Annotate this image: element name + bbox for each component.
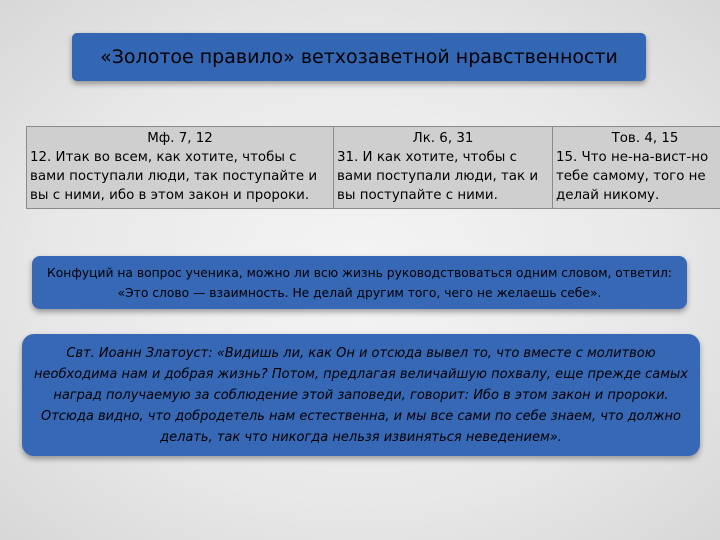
table-row bbox=[27, 127, 720, 209]
reference-tobit: Тов. 4, 15 bbox=[611, 131, 679, 146]
verse-matthew: 12. Итак во всем, как хотите, чтобы с вами поступали люди, так поступайте и вы с ними, ибо в этом закон и пророки. bbox=[30, 150, 318, 203]
page-title: «Золотое правило» ветхозаветной нравственности bbox=[100, 46, 618, 68]
confucius-intro: Конфуций на вопрос ученика, можно ли всю жизнь руководствоваться одним словом, ответил: bbox=[47, 265, 672, 280]
verse-luke: 31. И как хотите, чтобы с вами поступали люди, так и вы поступайте с ними. bbox=[337, 150, 539, 203]
confucius-quote-box bbox=[32, 256, 687, 309]
table-cell-matthew bbox=[27, 127, 334, 209]
reference-matthew: Мф. 7, 12 bbox=[147, 131, 213, 146]
chrysostom-quote-box bbox=[22, 334, 700, 456]
verses-table bbox=[26, 126, 720, 209]
table-cell-tobit bbox=[553, 127, 720, 209]
reference-luke: Лк. 6, 31 bbox=[412, 131, 474, 146]
title-banner bbox=[72, 33, 646, 81]
table-cell-luke bbox=[334, 127, 553, 209]
verse-tobit: 15. Что не-на-вист-но тебе самому, того не делай никому. bbox=[556, 150, 709, 203]
chrysostom-quote: Свт. Иоанн Златоуст: «Видишь ли, как Он и отсюда вывел то, что вместе с молитвою необходима нам и добрая жизнь? Потом, предлагая величайшую похвалу, еще прежде самых наград получаемую за соблюдение этой заповеди, говорит: Ибо в этом закон и пророки. Отсюда видно, что добродетель нам естественна, и мы все сами по себе знаем, что должно делать, так что никогда нельзя извиняться неведением». bbox=[34, 345, 688, 445]
confucius-quote: «Это слово — взаимность. Не делай другим того, чего не желаешь себе». bbox=[117, 285, 602, 300]
